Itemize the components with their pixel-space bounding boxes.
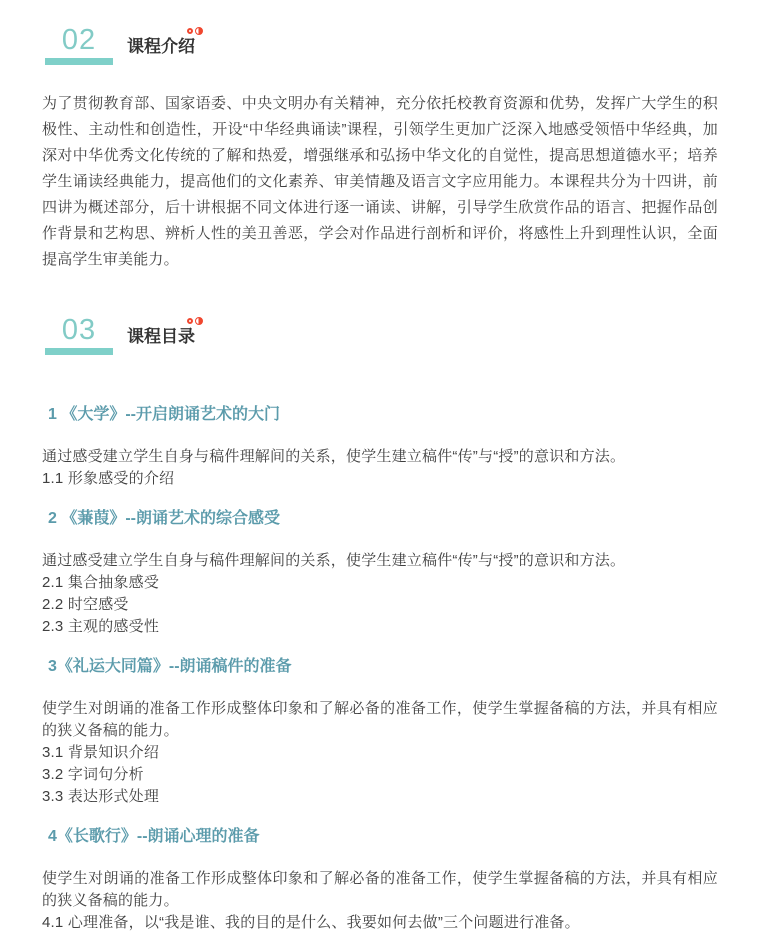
section-header-03 [45, 315, 718, 355]
half-filled-circle-icon [195, 317, 203, 325]
spacer [42, 355, 718, 405]
ring-circle-icon [187, 28, 193, 34]
section-title-block [127, 327, 195, 355]
section-number-block [45, 315, 113, 355]
teal-underline-bar [45, 58, 113, 65]
catalog-line: 3.3 表达形式处理 [42, 788, 160, 805]
catalog-line: 2.3 主观的感受性 [42, 618, 160, 635]
catalog-line: 2.1 集合抽象感受 [42, 574, 160, 591]
course-intro-paragraph: 为了贯彻教育部、国家语委、中央文明办有关精神，充分依托校教育资源和优势，发挥广大学生的积极性、主动性和创造性，开设“中华经典诵读”课程，引领学生更加广泛深入地感受领悟中华经典，加深对中华优秀文化传统的了解和热爱，增强继承和弘扬中华文化的自觉性，提高思想道德水平；培养学生诵读经典能力，提高他们的文化素养、审美情趣及语言文字应用能力。本课程共分为十四讲，前四讲为概述部分，后十讲根据不同文体进行逐一诵读、讲解，引导学生欣赏作品的语言、把握作品创作背景和艺构思、辨析人性的美丑善恶，学会对作品进行剖析和评价，将感性上升到理性认识，全面提高学生审美能力。 [42, 95, 718, 268]
catalog-line: 3.2 字词句分析 [42, 766, 144, 783]
teal-underline-bar [45, 348, 113, 355]
decorative-dots [187, 317, 203, 325]
section-header-02 [45, 25, 718, 65]
section-title: 课程目录 [127, 327, 195, 346]
catalog-line: 2.2 时空感受 [42, 596, 129, 613]
section-number: 02 [61, 24, 97, 56]
spacer [42, 273, 718, 315]
decorative-dots [187, 27, 203, 35]
catalog-heading: 4《长歌行》--朗诵心理的准备 [48, 828, 260, 845]
catalog-item-3 [42, 657, 718, 808]
half-filled-circle-icon [195, 27, 203, 35]
catalog-line: 使学生对朗诵的准备工作形成整体印象和了解必备的准备工作，使学生掌握备稿的方法，并具有相应的狭义备稿的能力。 [42, 870, 718, 909]
catalog-line: 通过感受建立学生自身与稿件理解间的关系，使学生建立稿件“传”与“授”的意识和方法。 [42, 448, 626, 465]
catalog-item-1 [42, 405, 718, 490]
catalog-line: 4.1 心理准备，以“我是谁、我的目的是什么、我要如何去做”三个问题进行准备。 [42, 914, 580, 931]
catalog-heading: 3《礼运大同篇》--朗诵稿件的准备 [48, 658, 292, 675]
catalog-item-4 [42, 827, 718, 934]
catalog-item-2 [42, 509, 718, 638]
ring-circle-icon [187, 318, 193, 324]
catalog-heading: 1 《大学》--开启朗诵艺术的大门 [48, 406, 281, 423]
section-number: 03 [61, 314, 97, 346]
section-title-block [127, 37, 195, 65]
section-title: 课程介绍 [127, 37, 195, 56]
catalog-line: 1.1 形象感受的介绍 [42, 470, 175, 487]
catalog-line: 使学生对朗诵的准备工作形成整体印象和了解必备的准备工作，使学生掌握备稿的方法，并具有相应的狭义备稿的能力。 [42, 700, 718, 739]
catalog-line: 3.1 背景知识介绍 [42, 744, 160, 761]
catalog-heading: 2 《蒹葭》--朗诵艺术的综合感受 [48, 510, 281, 527]
section-number-block [45, 25, 113, 65]
catalog-line: 通过感受建立学生自身与稿件理解间的关系，使学生建立稿件“传”与“授”的意识和方法。 [42, 552, 626, 569]
